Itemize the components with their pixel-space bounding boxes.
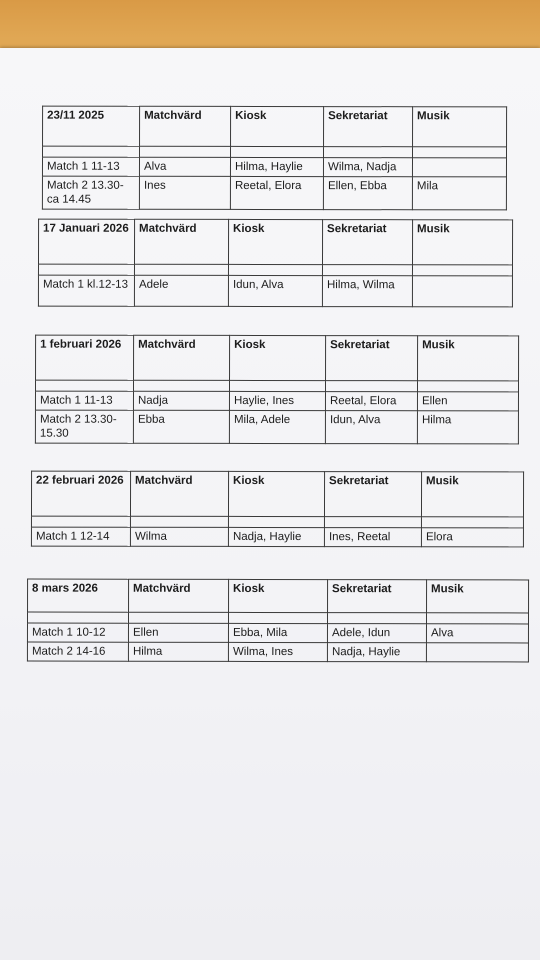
sekretariat-cell: Reetal, Elora	[325, 392, 417, 411]
kiosk-cell: Ebba, Mila	[228, 623, 327, 642]
table-row	[35, 410, 518, 444]
match-cell: Match 1 12-14	[31, 527, 130, 546]
header-sekretariat: Sekretariat	[326, 336, 418, 381]
kiosk-cell: Haylie, Ines	[229, 391, 325, 410]
header-musik: Musik	[412, 220, 512, 265]
blank-cell	[327, 613, 426, 624]
sekretariat-cell: Nadja, Haylie	[327, 643, 426, 662]
blank-cell	[31, 516, 130, 527]
match-cell: Match 2 13.30-15.30	[35, 410, 133, 443]
match-cell: Match 1 11-13	[42, 157, 139, 176]
header-kiosk: Kiosk	[230, 335, 326, 380]
schedule-table-5	[27, 579, 529, 663]
blank-cell	[322, 265, 412, 276]
table-row	[38, 275, 512, 307]
match-cell: Match 1 11-13	[35, 391, 133, 410]
blank-cell	[228, 264, 322, 275]
header-matchvard: Matchvärd	[134, 335, 230, 380]
blank-cell	[228, 516, 324, 527]
schedule-table-4	[31, 471, 524, 548]
blank-cell	[417, 381, 518, 392]
musik-cell: Alva	[426, 624, 528, 643]
musik-cell	[412, 158, 506, 177]
sekretariat-cell: Adele, Idun	[327, 624, 426, 643]
schedule-table-3	[35, 335, 519, 445]
blank-cell	[426, 613, 528, 624]
matchvard-cell: Adele	[134, 275, 228, 306]
date-header: 23/11 2025	[43, 106, 140, 146]
blank-cell	[140, 146, 231, 157]
schedule-table-2	[38, 219, 513, 308]
kiosk-cell: Nadja, Haylie	[228, 527, 324, 546]
blank-cell	[133, 380, 229, 391]
date-header: 17 Januari 2026	[38, 219, 134, 264]
header-matchvard: Matchvärd	[140, 106, 231, 146]
match-cell: Match 1 kl.12-13	[38, 275, 134, 306]
header-matchvard: Matchvärd	[130, 471, 228, 516]
kiosk-cell: Idun, Alva	[228, 275, 322, 306]
blank-cell	[324, 517, 421, 528]
musik-cell	[412, 276, 512, 307]
match-cell: Match 1 10-12	[27, 623, 128, 642]
table-row	[42, 176, 506, 210]
header-musik: Musik	[421, 472, 523, 517]
blank-cell	[38, 264, 134, 275]
blank-cell	[231, 146, 324, 157]
header-matchvard: Matchvärd	[129, 579, 229, 612]
date-header: 8 mars 2026	[28, 579, 129, 612]
musik-cell: Hilma	[417, 411, 518, 444]
musik-cell: Elora	[421, 528, 523, 547]
blank-cell	[421, 517, 523, 528]
matchvard-cell: Ebba	[133, 410, 229, 443]
sekretariat-cell: Idun, Alva	[325, 411, 417, 444]
blank-cell	[27, 612, 128, 623]
blank-cell	[130, 516, 228, 527]
table-row	[35, 391, 518, 411]
blank-cell	[128, 612, 228, 623]
kiosk-cell: Mila, Adele	[229, 410, 325, 443]
musik-cell: Ellen	[417, 392, 518, 411]
header-sekretariat: Sekretariat	[324, 107, 413, 147]
table-row	[27, 623, 528, 643]
header-kiosk: Kiosk	[231, 106, 324, 146]
kiosk-cell: Hilma, Haylie	[230, 157, 323, 176]
kiosk-cell: Wilma, Ines	[228, 642, 327, 661]
header-sekretariat: Sekretariat	[328, 580, 427, 613]
header-sekretariat: Sekretariat	[322, 220, 412, 265]
header-sekretariat: Sekretariat	[324, 472, 421, 517]
blank-cell	[325, 381, 417, 392]
sekretariat-cell: Ines, Reetal	[324, 528, 421, 547]
blank-cell	[412, 147, 506, 158]
header-musik: Musik	[427, 580, 529, 613]
sekretariat-cell: Wilma, Nadja	[323, 158, 412, 177]
match-cell: Match 2 14-16	[27, 642, 128, 661]
header-matchvard: Matchvärd	[134, 219, 228, 264]
blank-cell	[324, 147, 413, 158]
match-cell: Match 2 13.30-ca 14.45	[42, 176, 139, 209]
matchvard-cell: Alva	[139, 157, 230, 176]
blank-cell	[134, 264, 228, 275]
matchvard-cell: Ellen	[128, 623, 228, 642]
musik-cell	[426, 643, 528, 662]
date-header: 22 februari 2026	[31, 471, 130, 516]
matchvard-cell: Ines	[139, 176, 230, 209]
schedule-table-1	[42, 106, 507, 211]
table-row	[27, 642, 528, 662]
blank-cell	[35, 380, 133, 391]
matchvard-cell: Hilma	[128, 642, 228, 661]
matchvard-cell: Wilma	[130, 527, 228, 546]
musik-cell: Mila	[412, 177, 506, 210]
sekretariat-cell: Hilma, Wilma	[322, 276, 412, 307]
blank-cell	[228, 612, 327, 623]
header-musik: Musik	[412, 107, 506, 147]
table-row	[42, 157, 506, 177]
matchvard-cell: Nadja	[133, 391, 229, 410]
blank-cell	[43, 146, 140, 157]
blank-cell	[229, 380, 325, 391]
header-kiosk: Kiosk	[228, 471, 324, 516]
header-kiosk: Kiosk	[228, 219, 322, 264]
sekretariat-cell: Ellen, Ebba	[323, 177, 412, 210]
header-musik: Musik	[418, 336, 519, 381]
blank-cell	[412, 265, 512, 276]
header-kiosk: Kiosk	[229, 579, 328, 612]
table-row	[31, 527, 523, 547]
date-header: 1 februari 2026	[36, 335, 134, 380]
kiosk-cell: Reetal, Elora	[230, 176, 323, 209]
